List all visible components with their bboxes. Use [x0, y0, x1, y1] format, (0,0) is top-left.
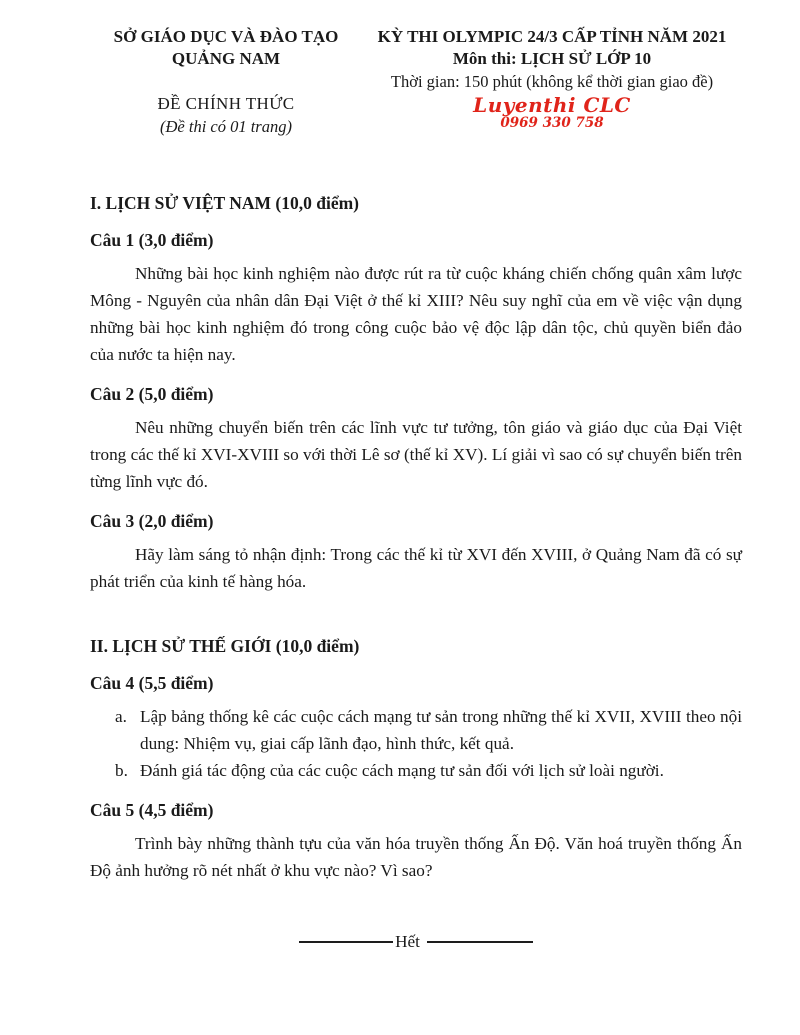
question-4-list [90, 703, 742, 784]
exam-content [90, 192, 742, 953]
section-world-history [90, 635, 742, 884]
exam-header [90, 26, 742, 138]
official-exam-label: ĐỀ CHÍNH THỨC [157, 94, 295, 113]
section-2-title: II. LỊCH SỬ THẾ GIỚI (10,0 điểm) [90, 636, 360, 656]
question-5-text: Trình bày những thành tựu của văn hóa truyền thống Ấn Độ. Văn hoá truyền thống Ấn Độ ảnh hưởng rõ nét nhất ở khu vực nào? Vì sao? [90, 834, 742, 880]
brand-watermark [362, 94, 742, 131]
exam-duration: Thời gian: 150 phút (không kể thời gian giao đề) [390, 72, 714, 91]
org-name-line2: QUẢNG NAM [171, 49, 281, 68]
question-1-text: Những bài học kinh nghiệm nào được rút ra từ cuộc kháng chiến chống quân xâm lược Mông - Nguyên của nhân dân Đại Việt ở thế kỉ XIII? Nêu suy nghĩ của em về việc vận dụng những bài học kinh nghiệm đó trong công cuộc bảo vệ độc lập dân tộc, chủ quyền biển đảo của nước ta hiện nay. [90, 264, 742, 364]
section-1-title: I. LỊCH SỬ VIỆT NAM (10,0 điểm) [90, 193, 360, 213]
question-5-heading: Câu 5 (4,5 điểm) [90, 800, 214, 820]
question-4-item-a [90, 703, 742, 757]
end-rule-left [299, 941, 393, 943]
section-vietnam-history [90, 192, 742, 595]
item-b-marker: b. [115, 761, 128, 780]
item-b-text: Đánh giá tác động của các cuộc cách mạng tư sản đối với lịch sử loài người. [140, 761, 664, 780]
org-name-line1: SỞ GIÁO DỤC VÀ ĐÀO TẠO [113, 27, 339, 46]
item-a-marker: a. [115, 707, 127, 726]
question-4-heading: Câu 4 (5,5 điểm) [90, 673, 214, 693]
issuing-org-block [90, 26, 362, 138]
end-label: Hết [395, 932, 420, 951]
question-3-text: Hãy làm sáng tỏ nhận định: Trong các thế kỉ từ XVI đến XVIII, ở Quảng Nam đã có sự phát triển của kinh tế hàng hóa. [90, 545, 742, 591]
exam-subject: Môn thi: LỊCH SỬ LỚP 10 [452, 49, 652, 68]
item-a-text: Lập bảng thống kê các cuộc cách mạng tư sản trong những thế kỉ XVII, XVIII theo nội dung: Nhiệm vụ, giai cấp lãnh đạo, hình thức, kết quả. [140, 707, 742, 753]
exam-info-block [362, 26, 742, 131]
page-count-note: (Đề thi có 01 trang) [160, 117, 292, 136]
question-2-heading: Câu 2 (5,0 điểm) [90, 384, 214, 404]
brand-logo-text: Luyenthi CLC [473, 93, 631, 117]
end-of-paper-divider [90, 931, 742, 953]
brand-phone-number: 0969 330 758 [500, 115, 604, 131]
question-3-heading: Câu 3 (2,0 điểm) [90, 511, 214, 531]
question-4-item-b [90, 757, 742, 784]
question-2-text: Nêu những chuyển biến trên các lĩnh vực tư tưởng, tôn giáo và giáo dục của Đại Việt trong các thế kỉ XVI-XVIII so với thời Lê sơ (thế kỉ XV). Lí giải vì sao có sự chuyển biến trên từng lĩnh vực đó. [90, 418, 742, 491]
end-rule-right [427, 941, 533, 943]
exam-title: KỲ THI OLYMPIC 24/3 CẤP TỈNH NĂM 2021 [377, 27, 727, 46]
question-1-heading: Câu 1 (3,0 điểm) [90, 230, 214, 250]
